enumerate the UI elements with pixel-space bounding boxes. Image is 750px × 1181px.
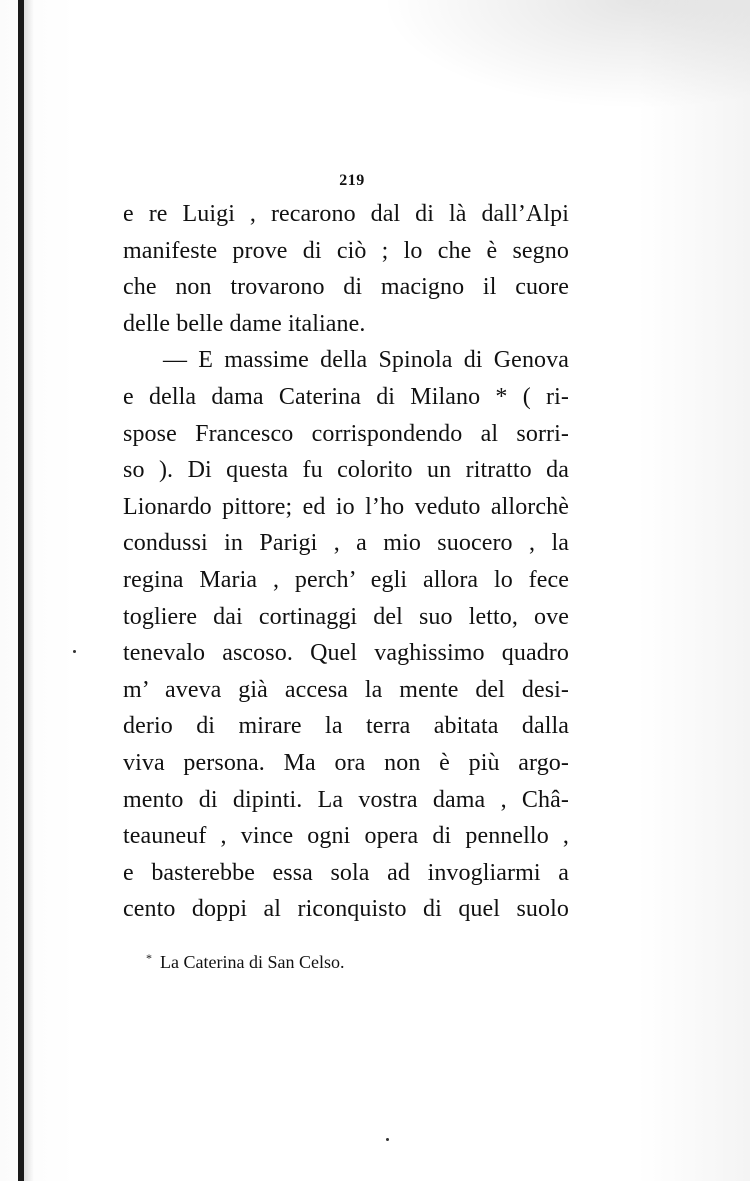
text-line: e basterebbe essa sola ad invogliarmi a bbox=[123, 859, 569, 886]
text-line: e della dama Caterina di Milano * ( ri- bbox=[123, 383, 569, 410]
text-line: che non trovarono di macigno il cuore bbox=[123, 274, 569, 301]
text-line: — E massime della Spinola di Genova bbox=[163, 347, 569, 374]
text-line: tenevalo ascoso. Quel vaghissimo quadro bbox=[123, 640, 569, 667]
body-text bbox=[123, 196, 569, 928]
text-line: mento di dipinti. La vostra dama , Châ- bbox=[123, 786, 569, 813]
text-line: togliere dai cortinaggi del suo letto, ove bbox=[123, 603, 569, 630]
paper-stain bbox=[380, 0, 750, 110]
text-line: condussi in Parigi , a mio suocero , la bbox=[123, 530, 569, 557]
text-line: regina Maria , perch’ egli allora lo fece bbox=[123, 566, 569, 593]
footnote-text: La Caterina di San Celso. bbox=[160, 952, 345, 972]
text-line: viva persona. Ma ora non è più argo- bbox=[123, 749, 569, 776]
text-line: cento doppi al riconquisto di quel suolo bbox=[123, 896, 569, 923]
page-number: 219 bbox=[339, 172, 365, 189]
text-line: m’ aveva già accesa la mente del desi- bbox=[123, 676, 569, 703]
footnote-mark: * bbox=[146, 951, 152, 965]
binding-shadow bbox=[24, 0, 34, 1181]
footnote bbox=[146, 946, 344, 974]
text-line: teauneuf , vince ogni opera di pennello , bbox=[123, 823, 569, 850]
text-line: derio di mirare la terra abitata dalla bbox=[123, 713, 569, 740]
paper-speck bbox=[73, 650, 76, 653]
text-line: manifeste prove di ciò ; lo che è segno bbox=[123, 237, 569, 264]
text-line: spose Francesco corrispondendo al sorri- bbox=[123, 420, 569, 447]
text-line: delle belle dame italiane. bbox=[123, 310, 366, 337]
text-line: Lionardo pittore; ed io l’ho veduto allorchè bbox=[123, 493, 569, 520]
text-line: so ). Di questa fu colorito un ritratto da bbox=[123, 457, 569, 484]
paper-speck bbox=[386, 1138, 389, 1141]
text-line: e re Luigi , recarono dal di là dall’Alpi bbox=[123, 201, 569, 227]
